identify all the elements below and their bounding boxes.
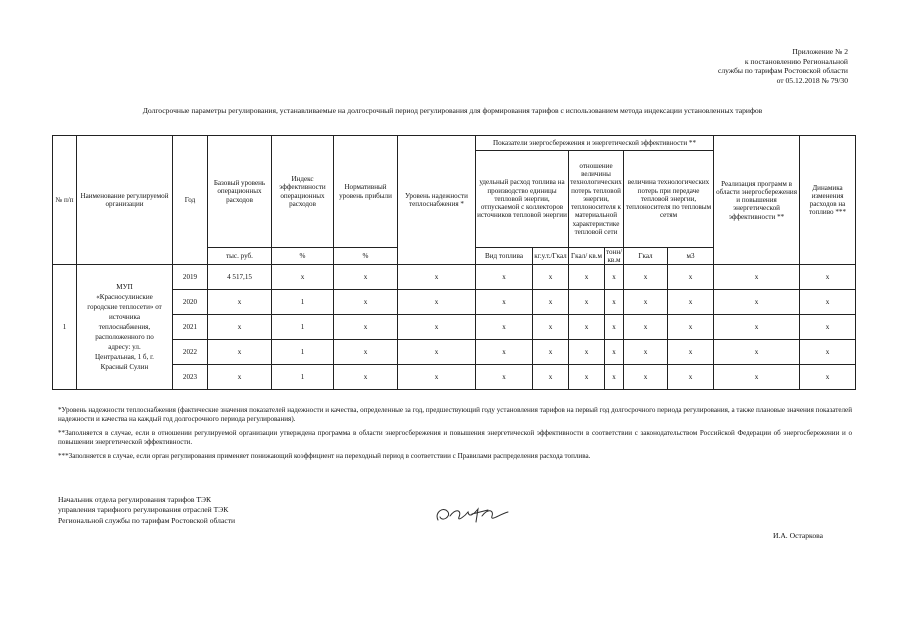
header-loss-ratio: отношение величины технологических потерь тепловой энергии, теплоносителя к материальной характеристике тепловой сети	[569, 151, 624, 248]
table-cell: 1	[272, 290, 334, 315]
table-cell: x	[800, 315, 856, 340]
header-base-level: Базовый уровень операционных расходов	[208, 136, 272, 248]
table-cell: x	[714, 365, 800, 390]
org-line: источника	[109, 313, 140, 322]
table-cell: x	[208, 365, 272, 390]
unit-index: %	[272, 248, 334, 265]
footnote-1: *Уровень надежности теплоснабжения (фактические значения показателей надежности и качества, определенные за год, предшествующий году установления тарифов на первый год долгосрочного периода регулирования, а также плановые значения показателей надежности и качества на каждый год долгосрочного периода регулирования).	[58, 406, 852, 424]
unit-losses-1: Гкал	[624, 248, 668, 265]
table-cell: x	[624, 265, 668, 290]
table-cell: x	[334, 365, 398, 390]
table-cell: x	[668, 365, 714, 390]
header-fuel-dynamics: Динамика изменения расходов на топливо ***	[800, 136, 856, 265]
year-cell: 2020	[173, 290, 208, 315]
table-cell: x	[569, 315, 605, 340]
header-energy-group: Показатели энергосбережения и энергетической эффективности **	[476, 136, 714, 151]
table-cell: x	[398, 365, 476, 390]
table-cell: x	[714, 315, 800, 340]
table-cell: x	[668, 265, 714, 290]
year-cell: 2021	[173, 315, 208, 340]
table-cell: x	[624, 290, 668, 315]
appendix-line-2: к постановлению Региональной	[744, 56, 848, 66]
signoff-line-2: управления тарифного регулирования отраслей ТЭК	[58, 505, 229, 515]
footnotes	[58, 406, 852, 465]
row-number: 1	[53, 265, 77, 390]
org-line: «Красносулинские	[96, 293, 153, 302]
org-name	[77, 265, 173, 390]
year-cell: 2019	[173, 265, 208, 290]
unit-loss-2: тонн/кв.м	[606, 248, 623, 265]
table-cell: x	[624, 315, 668, 340]
appendix-line-4: от 05.12.2018 № 79/30	[776, 75, 848, 85]
table-cell: x	[208, 340, 272, 365]
table-cell: x	[208, 290, 272, 315]
table-row	[53, 365, 856, 390]
org-line: МУП	[116, 283, 133, 292]
signoff-block	[58, 495, 235, 526]
year-cell: 2022	[173, 340, 208, 365]
org-line: адресу: ул.	[108, 343, 141, 352]
table-row	[53, 340, 856, 365]
header-num: № п/п	[53, 136, 77, 265]
table-cell: x	[668, 290, 714, 315]
table-cell: x	[398, 290, 476, 315]
appendix-block	[718, 47, 848, 85]
table-cell: x	[569, 365, 605, 390]
header-reliability: Уровень надежности теплоснабжения *	[398, 136, 476, 265]
table-cell: x	[668, 315, 714, 340]
table-cell: 1	[272, 340, 334, 365]
unit-fuel: кг.у.т./Гкал	[533, 248, 569, 265]
header-year: Год	[173, 136, 208, 265]
table-cell: x	[398, 315, 476, 340]
table-cell: x	[476, 315, 533, 340]
org-line: теплоснабжения,	[98, 323, 151, 332]
table-cell: x	[624, 365, 668, 390]
footnote-3: ***Заполняется в случае, если орган регулирования применяет понижающий коэффициент на переходный период в соответствии с Правилами распределения расхода топлива.	[58, 451, 591, 460]
document-title: Долгосрочные параметры регулирования, устанавливаемые на долгосрочный период регулирования для формирования тарифов с использованием метода индексации установленных тарифов	[142, 106, 763, 115]
table-cell: x	[476, 365, 533, 390]
table-cell: x	[800, 365, 856, 390]
header-profit: Нормативный уровень прибыли	[334, 136, 398, 248]
appendix-line-1: Приложение № 2	[792, 47, 848, 56]
table-cell: x	[476, 265, 533, 290]
signer-name: И.А. Остаркова	[772, 531, 823, 540]
table-cell: x	[533, 265, 569, 290]
table-cell: x	[334, 265, 398, 290]
table-cell: x	[569, 340, 605, 365]
table-cell: x	[605, 340, 624, 365]
org-line: расположенного по	[95, 333, 154, 342]
table-cell: x	[208, 315, 272, 340]
table-row	[53, 290, 856, 315]
org-line: Красный Сулин	[100, 363, 149, 372]
table-cell: x	[476, 340, 533, 365]
table-cell: x	[668, 340, 714, 365]
header-program: Реализация программ в области энергосбережения и повышения энергетической эффективности **	[714, 136, 800, 265]
table-cell: x	[569, 265, 605, 290]
table-cell: 1	[272, 315, 334, 340]
table-cell: x	[605, 290, 624, 315]
table-row	[53, 265, 856, 290]
table-cell: 1	[272, 365, 334, 390]
footnote-2: **Заполняется в случае, если в отношении регулируемой организации утверждена программа в области энергосбережения и повышения энергетической эффективности в соответствии с законодательством Российской Федерации об энергосбережении и о повышении энергетической эффективности.	[58, 428, 852, 447]
header-row-1	[53, 136, 856, 151]
table-cell: x	[476, 290, 533, 315]
unit-loss-1: Гкал/ кв.м	[569, 248, 605, 265]
table-cell: x	[334, 290, 398, 315]
appendix-line-3: службы по тарифам Ростовской области	[717, 66, 848, 76]
table-cell: x	[714, 265, 800, 290]
table-cell: x	[272, 265, 334, 290]
table-cell: x	[800, 340, 856, 365]
signoff-line-1: Начальник отдела регулирования тарифов ТЭК	[58, 495, 212, 504]
table-cell: x	[714, 340, 800, 365]
table-cell: x	[624, 340, 668, 365]
table-cell: x	[533, 290, 569, 315]
table-row	[53, 315, 856, 340]
table-cell: x	[569, 290, 605, 315]
unit-losses-2: м3	[668, 248, 714, 265]
parameters-table	[52, 135, 856, 390]
table-cell: 4 517,15	[208, 265, 272, 290]
table-cell: x	[800, 290, 856, 315]
table-cell: x	[398, 340, 476, 365]
org-line: городские теплосети» от	[87, 303, 162, 312]
signature-image	[432, 500, 512, 530]
org-line: Центральная, 1 б, г.	[95, 353, 154, 362]
table-cell: x	[533, 365, 569, 390]
header-org: Наименование регулируемой организации	[77, 136, 173, 265]
table-cell: x	[334, 340, 398, 365]
table-cell: x	[533, 315, 569, 340]
signoff-line-3: Региональной службы по тарифам Ростовской области	[58, 515, 236, 525]
table-cell: x	[398, 265, 476, 290]
table-cell: x	[605, 315, 624, 340]
table-cell: x	[605, 265, 624, 290]
unit-fuel-type: Вид топлива	[476, 248, 533, 265]
header-specific-fuel: удельный расход топлива на производство единицы тепловой энергии, отпускаемой с коллекторов источников тепловой энергии	[476, 151, 569, 248]
table-cell: x	[605, 365, 624, 390]
table-cell: x	[714, 290, 800, 315]
unit-profit: %	[334, 248, 398, 265]
header-tech-losses: величина технологических потерь при передаче тепловой энергии, теплоносителя по тепловым сетям	[624, 151, 714, 248]
table-cell: x	[800, 265, 856, 290]
unit-base-level: тыс. руб.	[208, 248, 272, 265]
table-cell: x	[533, 340, 569, 365]
table-cell: x	[334, 315, 398, 340]
header-index: Индекс эффективности операционных расходов	[272, 136, 334, 248]
year-cell: 2023	[173, 365, 208, 390]
